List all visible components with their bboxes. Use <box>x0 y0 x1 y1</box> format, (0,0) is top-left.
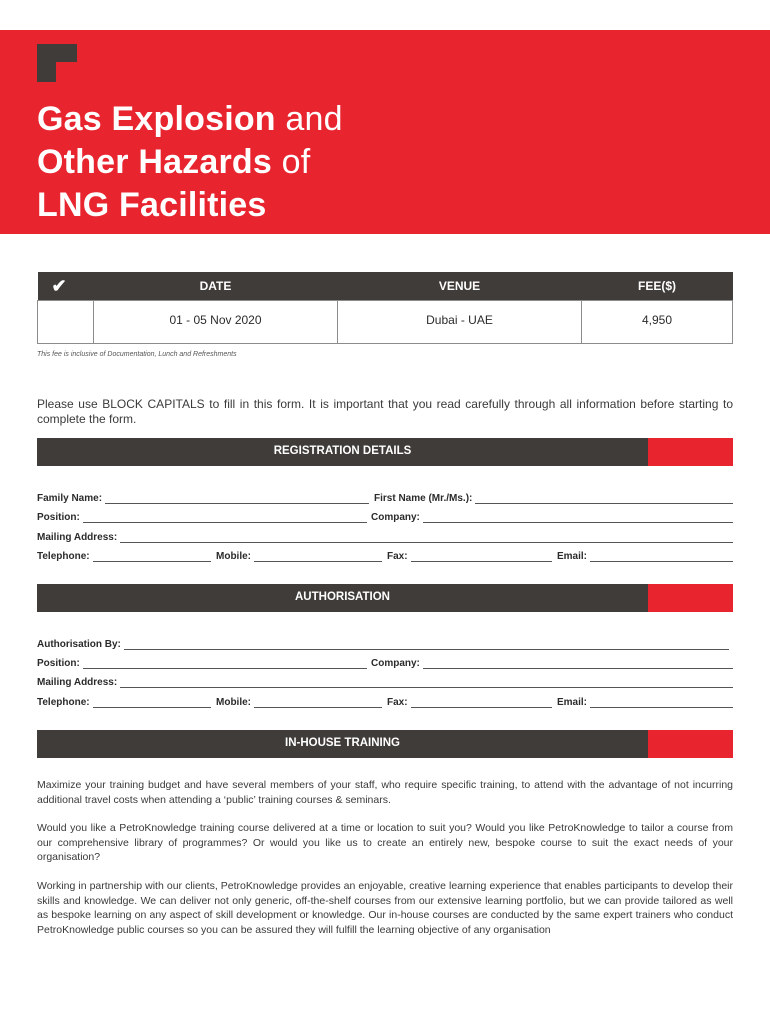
inhouse-training-header <box>37 730 733 758</box>
registration-row-position <box>37 509 733 523</box>
date-header: DATE <box>94 272 338 301</box>
registration-heading: REGISTRATION DETAILS <box>273 445 412 457</box>
title-text: of <box>272 143 311 181</box>
inhouse-paragraph-3: Working in partnership with our clients, PetroKnowledge provides an enjoyable, creative learning experience that enables participants to develop their skills and knowledge. We can deliver not only generic, off-the-shelf courses from our extensive learning portfolio, but we can provide tailored as well as bespoke learning on any aspect of skill development or knowledge. Our in-house courses are conducted by the same expert trainers who conduct PetroKnowledge public courses so you can be assured they will fulfill the learning objective of any organisation <box>37 880 733 936</box>
authorisation-row-by <box>37 636 733 650</box>
title-line-1 <box>37 98 343 141</box>
authorised-by-field[interactable] <box>37 636 729 650</box>
title-line-3 <box>37 184 343 227</box>
fee-header: FEE($) <box>582 272 733 301</box>
field-label: Company: <box>371 658 420 669</box>
title-text: LNG Facilities <box>37 186 267 224</box>
authorisation-row-position <box>37 655 733 669</box>
registration-row-address <box>37 529 733 543</box>
table-header-row <box>38 272 733 301</box>
date-cell: 01 - 05 Nov 2020 <box>94 301 338 344</box>
telephone-field[interactable] <box>37 548 211 562</box>
auth-position-field[interactable] <box>37 655 367 669</box>
brand-logo-icon <box>37 44 77 82</box>
registration-row-name <box>37 490 733 504</box>
authorisation-row-contact <box>37 694 733 708</box>
field-input-line[interactable] <box>93 551 211 562</box>
field-input-line[interactable] <box>83 658 367 669</box>
mailing-address-field[interactable] <box>37 529 733 543</box>
field-label: Company: <box>371 512 420 523</box>
auth-company-field[interactable] <box>371 655 733 669</box>
inhouse-paragraph-2: Would you like a PetroKnowledge training course delivered at a time or location to suit you? Would you like PetroKnowledge to tailor a course from our comprehensive library of programmes? Or would you like us to create an entirely new, bespoke course to suit the exact needs of your organisation? <box>37 822 733 863</box>
field-input-line[interactable] <box>93 697 211 708</box>
field-label: First Name (Mr./Ms.): <box>374 493 473 504</box>
field-input-line[interactable] <box>411 551 552 562</box>
field-label: Position: <box>37 512 80 523</box>
title-text: and <box>275 100 343 138</box>
field-input-line[interactable] <box>423 658 733 669</box>
field-label: Telephone: <box>37 551 90 562</box>
authorisation-header <box>37 584 733 612</box>
authorisation-heading: AUTHORISATION <box>295 591 390 603</box>
auth-fax-field[interactable] <box>387 694 552 708</box>
auth-telephone-field[interactable] <box>37 694 211 708</box>
instructions-text: Please use BLOCK CAPITALS to fill in this form. It is important that you read carefully through all information before starting to complete the form. <box>37 397 733 426</box>
page-title <box>37 98 343 227</box>
venue-cell: Dubai - UAE <box>338 301 582 344</box>
auth-mobile-field[interactable] <box>216 694 382 708</box>
select-checkbox[interactable] <box>38 301 94 344</box>
check-mark-icon: ✔ <box>38 272 94 301</box>
field-input-line[interactable] <box>475 493 733 504</box>
fee-note: This fee is inclusive of Documentation, Lunch and Refreshments <box>37 351 237 358</box>
inhouse-paragraph-1: Maximize your training budget and have several members of your staff, who require specific training, to attend with the advantage of not incurring additional travel costs when attending a ‘public’ training courses & seminars. <box>37 779 733 806</box>
registration-row-contact <box>37 548 733 562</box>
field-input-line[interactable] <box>254 697 382 708</box>
field-label: Authorisation By: <box>37 639 121 650</box>
field-input-line[interactable] <box>423 512 733 523</box>
title-text: Gas Explosion <box>37 100 276 138</box>
field-input-line[interactable] <box>83 512 367 523</box>
field-input-line[interactable] <box>590 697 733 708</box>
field-input-line[interactable] <box>120 677 733 688</box>
auth-mailing-address-field[interactable] <box>37 674 733 688</box>
fee-cell: 4,950 <box>582 301 733 344</box>
field-label: Mailing Address: <box>37 677 118 688</box>
field-label: Fax: <box>387 697 408 708</box>
family-name-field[interactable] <box>37 490 369 504</box>
field-input-line[interactable] <box>254 551 382 562</box>
table-row <box>38 301 733 344</box>
course-schedule-table <box>37 272 733 344</box>
auth-email-field[interactable] <box>557 694 733 708</box>
position-field[interactable] <box>37 509 367 523</box>
mobile-field[interactable] <box>216 548 382 562</box>
field-label: Email: <box>557 551 588 562</box>
field-label: Fax: <box>387 551 408 562</box>
field-input-line[interactable] <box>590 551 733 562</box>
venue-header: VENUE <box>338 272 582 301</box>
company-field[interactable] <box>371 509 733 523</box>
title-line-2 <box>37 141 343 184</box>
authorisation-row-address <box>37 674 733 688</box>
field-label: Mailing Address: <box>37 532 118 543</box>
inhouse-heading: IN-HOUSE TRAINING <box>285 737 400 749</box>
registration-header <box>37 438 733 466</box>
field-label: Email: <box>557 697 588 708</box>
field-label: Family Name: <box>37 493 103 504</box>
email-field[interactable] <box>557 548 733 562</box>
title-text: Other Hazards <box>37 143 273 181</box>
field-label: Position: <box>37 658 80 669</box>
header-accent <box>648 584 733 612</box>
field-input-line[interactable] <box>124 639 729 650</box>
header-accent <box>648 730 733 758</box>
field-input-line[interactable] <box>411 697 552 708</box>
field-label: Mobile: <box>216 697 251 708</box>
field-input-line[interactable] <box>120 532 733 543</box>
header-accent <box>648 438 733 466</box>
field-input-line[interactable] <box>105 493 369 504</box>
fax-field[interactable] <box>387 548 552 562</box>
first-name-field[interactable] <box>374 490 733 504</box>
field-label: Telephone: <box>37 697 90 708</box>
title-banner <box>0 30 770 234</box>
field-label: Mobile: <box>216 551 251 562</box>
